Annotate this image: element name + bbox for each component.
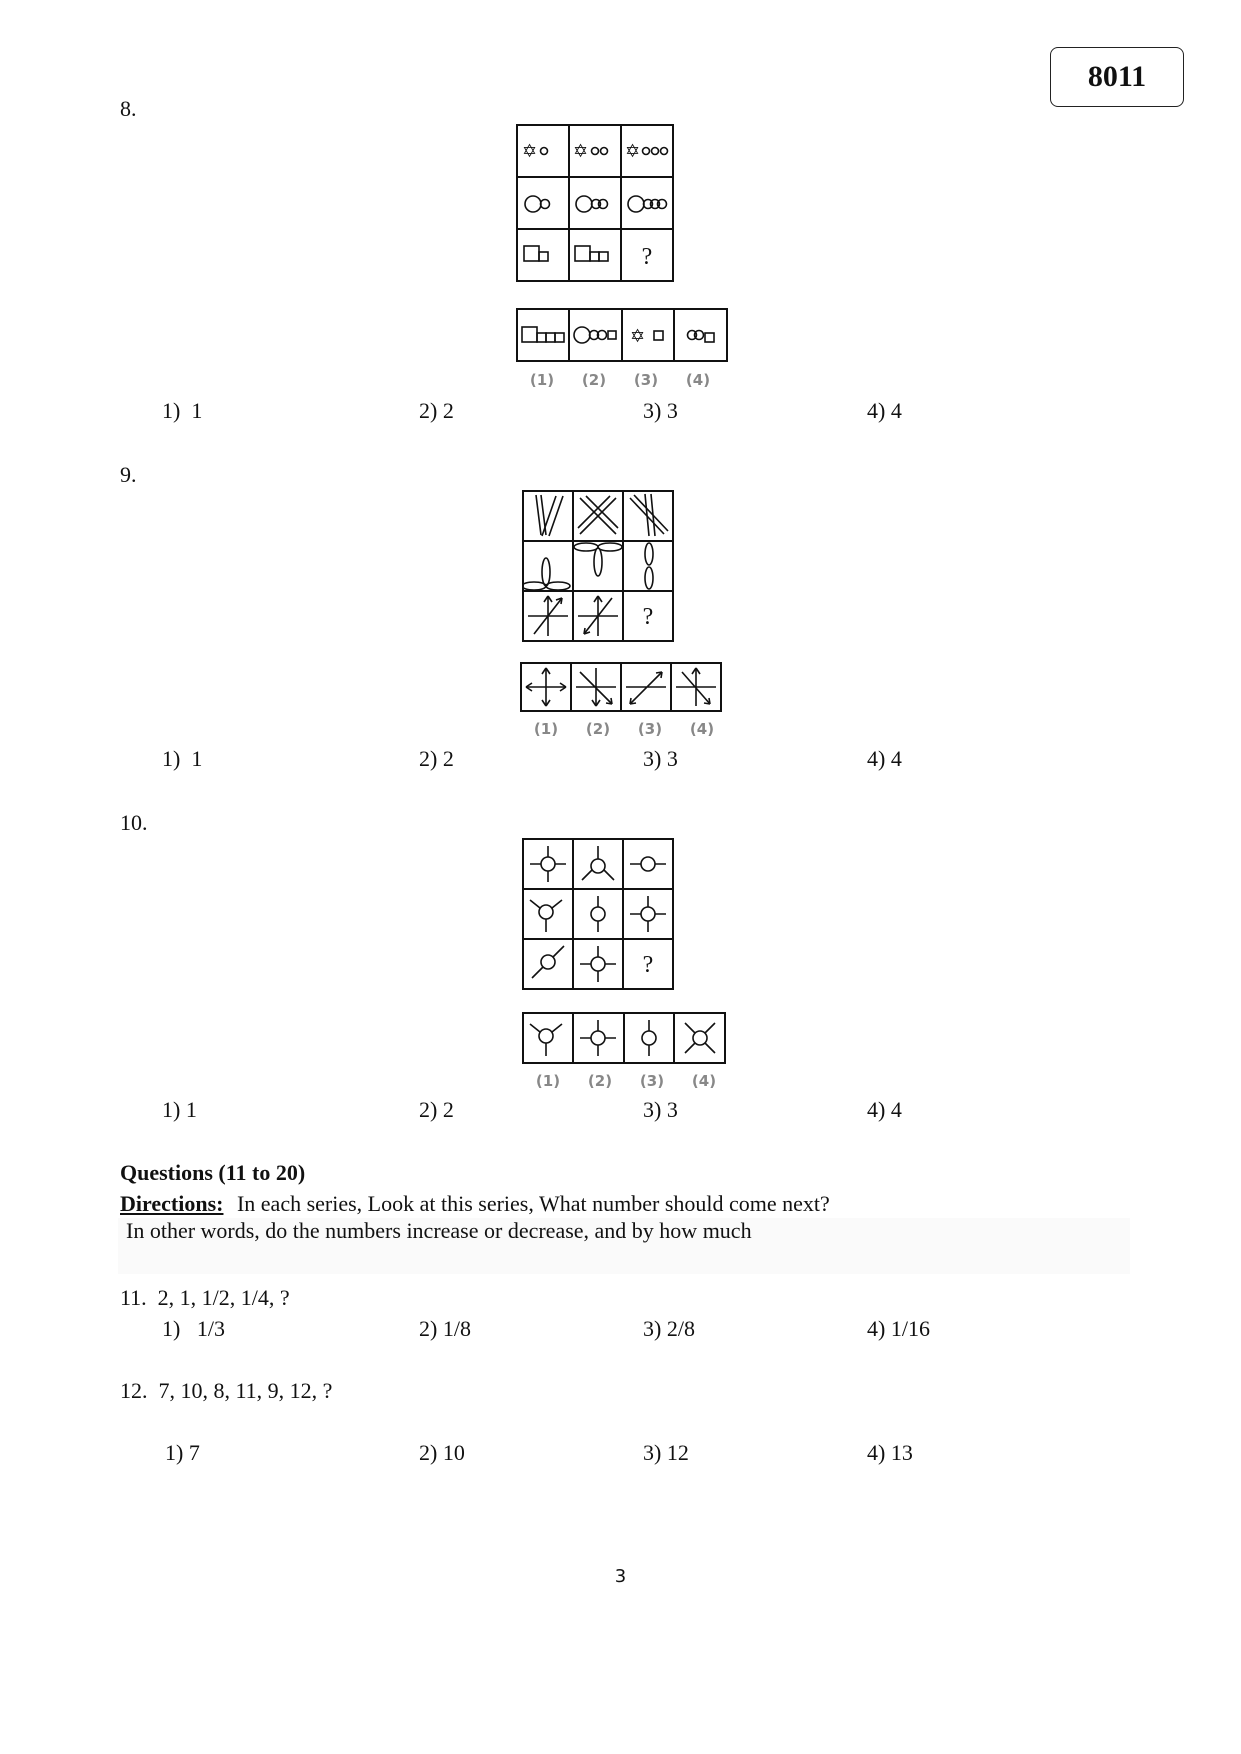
directions xyxy=(120,1191,830,1217)
question-number: 8. xyxy=(120,96,137,121)
question-figure-matrix xyxy=(516,124,678,286)
answer-label: (3) xyxy=(633,371,659,389)
option-4[interactable]: 4) 4 xyxy=(867,1097,902,1122)
option-3[interactable]: 3) 12 xyxy=(643,1440,689,1465)
answer-label: (3) xyxy=(637,720,663,738)
option-1[interactable]: 1) 1 xyxy=(162,746,203,771)
question-figure-matrix xyxy=(522,490,678,644)
answer-label: (4) xyxy=(685,371,711,389)
answer-label: (1) xyxy=(535,1072,561,1090)
option-4[interactable]: 4) 13 xyxy=(867,1440,913,1465)
svg-text:✡: ✡ xyxy=(573,141,589,162)
question-number: 10. xyxy=(120,810,148,835)
missing-mark: ? xyxy=(641,244,653,270)
series-question: 11. 2, 1, 1/2, 1/4, ? xyxy=(120,1285,290,1310)
option-1[interactable]: 1) 1/3 xyxy=(162,1316,225,1341)
option-2[interactable]: 2) 2 xyxy=(419,1097,454,1122)
question-number: 9. xyxy=(120,462,137,487)
option-3[interactable]: 3) 2/8 xyxy=(643,1316,695,1341)
answer-label: (3) xyxy=(639,1072,665,1090)
answer-figures xyxy=(520,662,724,714)
answer-figures xyxy=(516,308,730,364)
series-question: 12. 7, 10, 8, 11, 9, 12, ? xyxy=(120,1378,333,1403)
page-number: 3 xyxy=(614,1566,627,1587)
option-2[interactable]: 2) 2 xyxy=(419,398,454,423)
option-3[interactable]: 3) 3 xyxy=(643,746,678,771)
option-1[interactable]: 1) 1 xyxy=(162,1097,197,1122)
option-3[interactable]: 3) 3 xyxy=(643,1097,678,1122)
option-2[interactable]: 2) 2 xyxy=(419,746,454,771)
question-figure-matrix xyxy=(522,838,678,992)
answer-label: (2) xyxy=(585,720,611,738)
missing-mark: ? xyxy=(642,604,654,630)
directions-text-2: In other words, do the numbers increase or decrease, and by how much xyxy=(118,1218,1130,1274)
option-4[interactable]: 4) 4 xyxy=(867,746,902,771)
missing-mark: ? xyxy=(642,952,654,978)
answer-figures xyxy=(522,1012,728,1066)
directions-label: Directions: xyxy=(120,1191,224,1216)
svg-text:✡: ✡ xyxy=(522,141,538,162)
directions-text: In each series, Look at this series, What number should come next? xyxy=(236,1191,830,1216)
section-heading: Questions (11 to 20) xyxy=(120,1160,306,1185)
paper-code-box: 8011 xyxy=(1050,47,1184,107)
answer-labels xyxy=(516,371,724,389)
answer-labels xyxy=(522,1072,730,1090)
option-2[interactable]: 2) 10 xyxy=(419,1440,465,1465)
svg-text:✡: ✡ xyxy=(630,326,646,347)
option-4[interactable]: 4) 1/16 xyxy=(867,1316,930,1341)
svg-text:✡: ✡ xyxy=(625,141,641,162)
answer-label: (4) xyxy=(691,1072,717,1090)
answer-label: (1) xyxy=(533,720,559,738)
option-4[interactable]: 4) 4 xyxy=(867,398,902,423)
answer-label: (2) xyxy=(581,371,607,389)
option-3[interactable]: 3) 3 xyxy=(643,398,678,423)
option-1[interactable]: 1) 1 xyxy=(162,398,203,423)
answer-label: (4) xyxy=(689,720,715,738)
option-1[interactable]: 1) 7 xyxy=(165,1440,200,1465)
answer-labels xyxy=(520,720,728,738)
answer-label: (2) xyxy=(587,1072,613,1090)
answer-label: (1) xyxy=(529,371,555,389)
option-2[interactable]: 2) 1/8 xyxy=(419,1316,471,1341)
